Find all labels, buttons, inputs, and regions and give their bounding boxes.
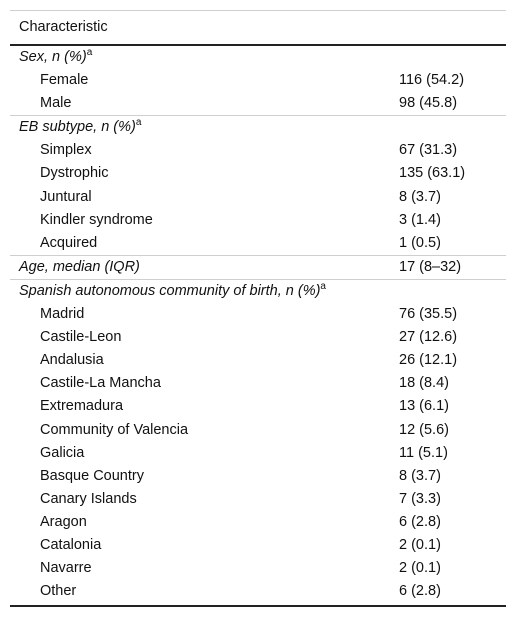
table-row <box>10 162 506 185</box>
row-value: 135 (63.1) <box>399 165 466 182</box>
row-label: Kindler syndrome <box>40 211 153 228</box>
category-label <box>19 46 92 69</box>
category-row <box>10 255 506 279</box>
footnote-marker: a <box>320 280 326 292</box>
table-row <box>10 395 506 418</box>
table-row <box>10 92 506 115</box>
table-row <box>10 139 506 162</box>
category-label <box>19 116 141 139</box>
row-label: Andalusia <box>40 352 104 369</box>
row-label: Dystrophic <box>40 165 109 182</box>
row-value: 6 (2.8) <box>399 583 441 600</box>
category-title: Spanish autonomous community of birth, n (%) <box>19 282 321 299</box>
row-value: 67 (31.3) <box>399 142 458 159</box>
row-value: 76 (35.5) <box>399 306 458 323</box>
table-row <box>10 69 506 92</box>
category-title: EB subtype, n (%) <box>19 119 136 136</box>
row-label: Community of Valencia <box>40 421 189 438</box>
table-row <box>10 442 506 465</box>
row-value: 2 (0.1) <box>399 560 441 577</box>
footnote-marker: a <box>86 47 93 58</box>
row-label: Madrid <box>40 306 85 323</box>
table-body <box>10 46 506 603</box>
row-value: 6 (2.8) <box>399 513 441 530</box>
row-label: Catalonia <box>40 536 102 553</box>
row-label: Navarre <box>40 560 92 577</box>
table-bottom-rule <box>10 605 506 607</box>
row-value: 1 (0.5) <box>399 234 441 251</box>
category-title: Age, median (IQR) <box>19 258 140 275</box>
table-header <box>10 11 506 46</box>
table-row <box>10 349 506 372</box>
row-value: 18 (8.4) <box>399 375 449 392</box>
row-label: Other <box>40 583 77 600</box>
row-label: Male <box>40 95 72 112</box>
row-value: 12 (5.6) <box>399 421 449 438</box>
table-row <box>10 488 506 511</box>
category-row <box>10 115 506 139</box>
row-label: Female <box>40 72 89 89</box>
row-value: 13 (6.1) <box>399 398 449 415</box>
row-value: 11 (5.1) <box>399 444 448 461</box>
row-value: 116 (54.2) <box>399 72 465 89</box>
row-label: Galicia <box>40 444 85 461</box>
row-label: Simplex <box>40 142 92 159</box>
row-value: 8 (3.7) <box>399 188 441 205</box>
table-row <box>10 372 506 395</box>
category-label <box>19 280 326 303</box>
table-row <box>10 534 506 557</box>
row-value: 8 (3.7) <box>399 467 441 484</box>
table-row <box>10 465 506 488</box>
category-row <box>10 279 506 303</box>
row-label: Aragon <box>40 513 87 530</box>
table-row <box>10 511 506 534</box>
footnote-marker: a <box>135 117 142 129</box>
table-row <box>10 232 506 255</box>
row-label: Extremadura <box>40 398 124 415</box>
table-row <box>10 209 506 232</box>
table-row <box>10 326 506 349</box>
category-label <box>19 256 140 279</box>
table-row <box>10 186 506 209</box>
row-value: 98 (45.8) <box>399 95 458 112</box>
characteristics-table <box>10 10 506 607</box>
category-row <box>10 46 506 69</box>
table-row <box>10 419 506 442</box>
row-label: Juntural <box>40 188 92 205</box>
row-value: 2 (0.1) <box>399 536 441 553</box>
row-value: 7 (3.3) <box>399 490 441 507</box>
header-characteristic: Characteristic <box>19 19 108 35</box>
row-value: 27 (12.6) <box>399 329 458 346</box>
row-label: Canary Islands <box>40 490 137 507</box>
table-row <box>10 557 506 580</box>
row-value: 3 (1.4) <box>399 211 441 228</box>
row-label: Castile-Leon <box>40 329 122 346</box>
row-value: 26 (12.1) <box>399 352 458 369</box>
row-label: Acquired <box>40 234 98 251</box>
table-row <box>10 580 506 603</box>
row-label: Basque Country <box>40 467 144 484</box>
category-title: Sex, n (%) <box>19 49 87 65</box>
row-label: Castile-La Mancha <box>40 375 161 392</box>
category-value: 17 (8–32) <box>399 258 462 275</box>
table-row <box>10 303 506 326</box>
